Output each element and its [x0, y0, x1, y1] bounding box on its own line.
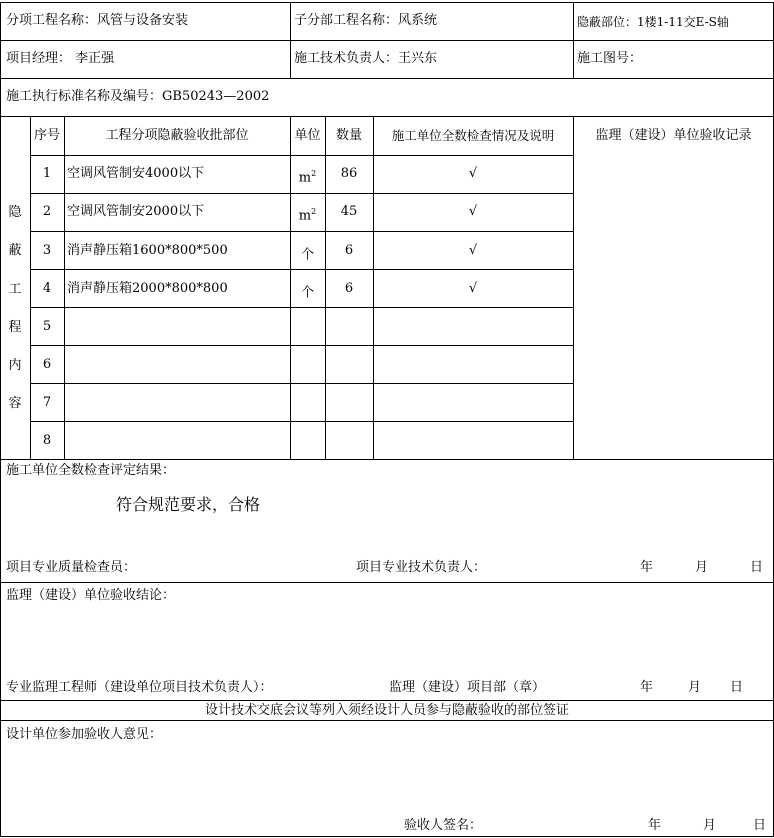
row-unit	[290, 204, 325, 224]
date-day: 日	[730, 680, 744, 695]
rule-row-1	[30, 155, 574, 156]
side-label-char: 程	[8, 320, 22, 335]
side-label-char: 隐	[8, 205, 22, 220]
side-label-char: 容	[8, 396, 22, 411]
tech-responsible-label: 项目专业技术负责人：	[356, 560, 487, 575]
construction-conclusion: 符合规范要求，合格	[116, 495, 261, 514]
design-note: 设计技术交底会议等列入须经设计人员参与隐蔽验收的部位签证	[204, 703, 569, 718]
rule-row-2	[30, 193, 574, 194]
rule-col-item	[64, 116, 65, 459]
row-seq: 6	[42, 357, 52, 372]
row-unit	[290, 281, 325, 301]
row-seq: 5	[42, 319, 52, 334]
date-year: 年	[640, 680, 654, 695]
date-month: 月	[703, 818, 717, 833]
unit-superscript: 2	[311, 207, 317, 216]
unit-text: 个	[300, 247, 314, 263]
rule-col-supervision	[573, 116, 574, 459]
col-header-unit: 单位	[294, 128, 321, 143]
unit-text: 个	[300, 285, 314, 301]
row-item: 消声静压箱1600*800*500	[67, 243, 228, 258]
rule-result	[0, 582, 774, 583]
rule-table-bottom	[0, 459, 774, 460]
unit-text: m	[298, 208, 312, 224]
rule-row-4	[30, 269, 574, 270]
rule-row-5	[30, 307, 574, 308]
row-qty: 45	[340, 204, 358, 219]
rule-supervision	[0, 700, 774, 701]
standard-code: 施工执行标准名称及编号：GB50243—2002	[6, 89, 270, 104]
row-check: √	[468, 166, 478, 181]
row-qty: 6	[344, 281, 354, 296]
date-year: 年	[648, 818, 662, 833]
row-seq: 1	[42, 166, 52, 181]
supervision-engineer-label: 专业监理工程师（建设单位项目技术负责人）：	[6, 680, 273, 695]
row-unit	[290, 243, 325, 263]
row-check: √	[468, 281, 478, 296]
rule-header-2	[0, 78, 774, 79]
rule-row-8	[30, 421, 574, 422]
row-qty: 6	[344, 243, 354, 258]
col-header-qty: 数量	[335, 128, 362, 143]
col-header-seq: 序号	[33, 128, 60, 143]
signature-label: 验收人签名：	[404, 818, 483, 833]
construction-result-label: 施工单位全数检查评定结果：	[6, 463, 176, 478]
row-check: √	[468, 243, 478, 258]
rule-row-7	[30, 383, 574, 384]
row-check: √	[468, 204, 478, 219]
border-bottom	[0, 836, 774, 837]
tech-lead: 施工技术负责人：王兴东	[294, 51, 438, 66]
col-header-item: 工程分项隐蔽验收批部位	[105, 128, 249, 143]
rule-header-col-2	[573, 2, 574, 78]
row-seq: 7	[42, 395, 52, 410]
date-day: 日	[750, 560, 764, 575]
rule-design-note	[0, 720, 774, 721]
row-unit	[290, 166, 325, 186]
division-name: 子分部工程名称：风系统	[294, 13, 438, 28]
rule-row-3	[30, 231, 574, 232]
date-day: 日	[753, 818, 767, 833]
row-qty: 86	[340, 166, 358, 181]
row-item: 消声静压箱2000*800*800	[67, 281, 228, 296]
quality-inspector-label: 项目专业质量检查员：	[6, 560, 137, 575]
row-item: 空调风管制安2000以下	[67, 204, 205, 219]
rule-row-6	[30, 345, 574, 346]
rule-header-col-1	[290, 2, 291, 78]
col-header-check: 施工单位全数检查情况及说明	[391, 128, 555, 143]
supervision-label: 监理（建设）单位验收结论：	[6, 588, 176, 603]
side-label-char: 工	[8, 282, 22, 297]
date-year: 年	[640, 560, 654, 575]
col-header-supervision: 监理（建设）单位验收记录	[595, 128, 752, 143]
subproject-name: 分项工程名称：风管与设备安装	[6, 13, 189, 28]
rule-standard	[0, 116, 774, 117]
side-label-char: 内	[8, 358, 22, 373]
date-month: 月	[695, 560, 709, 575]
rule-header-1	[0, 40, 774, 41]
project-manager: 项目经理： 李正强	[6, 51, 115, 66]
side-label-char: 蔽	[8, 243, 22, 258]
supervision-dept-label: 监理（建设）项目部（章）	[389, 680, 546, 695]
row-seq: 4	[42, 281, 52, 296]
date-month: 月	[688, 680, 702, 695]
unit-text: m	[298, 170, 312, 186]
row-seq: 3	[42, 243, 52, 258]
row-seq: 2	[42, 204, 52, 219]
row-item: 空调风管制安4000以下	[67, 166, 205, 181]
border-top	[0, 2, 774, 3]
unit-superscript: 2	[311, 169, 317, 178]
concealed-location: 隐蔽部位：1楼1-11交E-S轴	[577, 15, 729, 29]
row-seq: 8	[42, 433, 52, 448]
drawing-number: 施工图号：	[577, 51, 643, 66]
design-opinion-label: 设计单位参加验收人意见：	[6, 727, 163, 742]
